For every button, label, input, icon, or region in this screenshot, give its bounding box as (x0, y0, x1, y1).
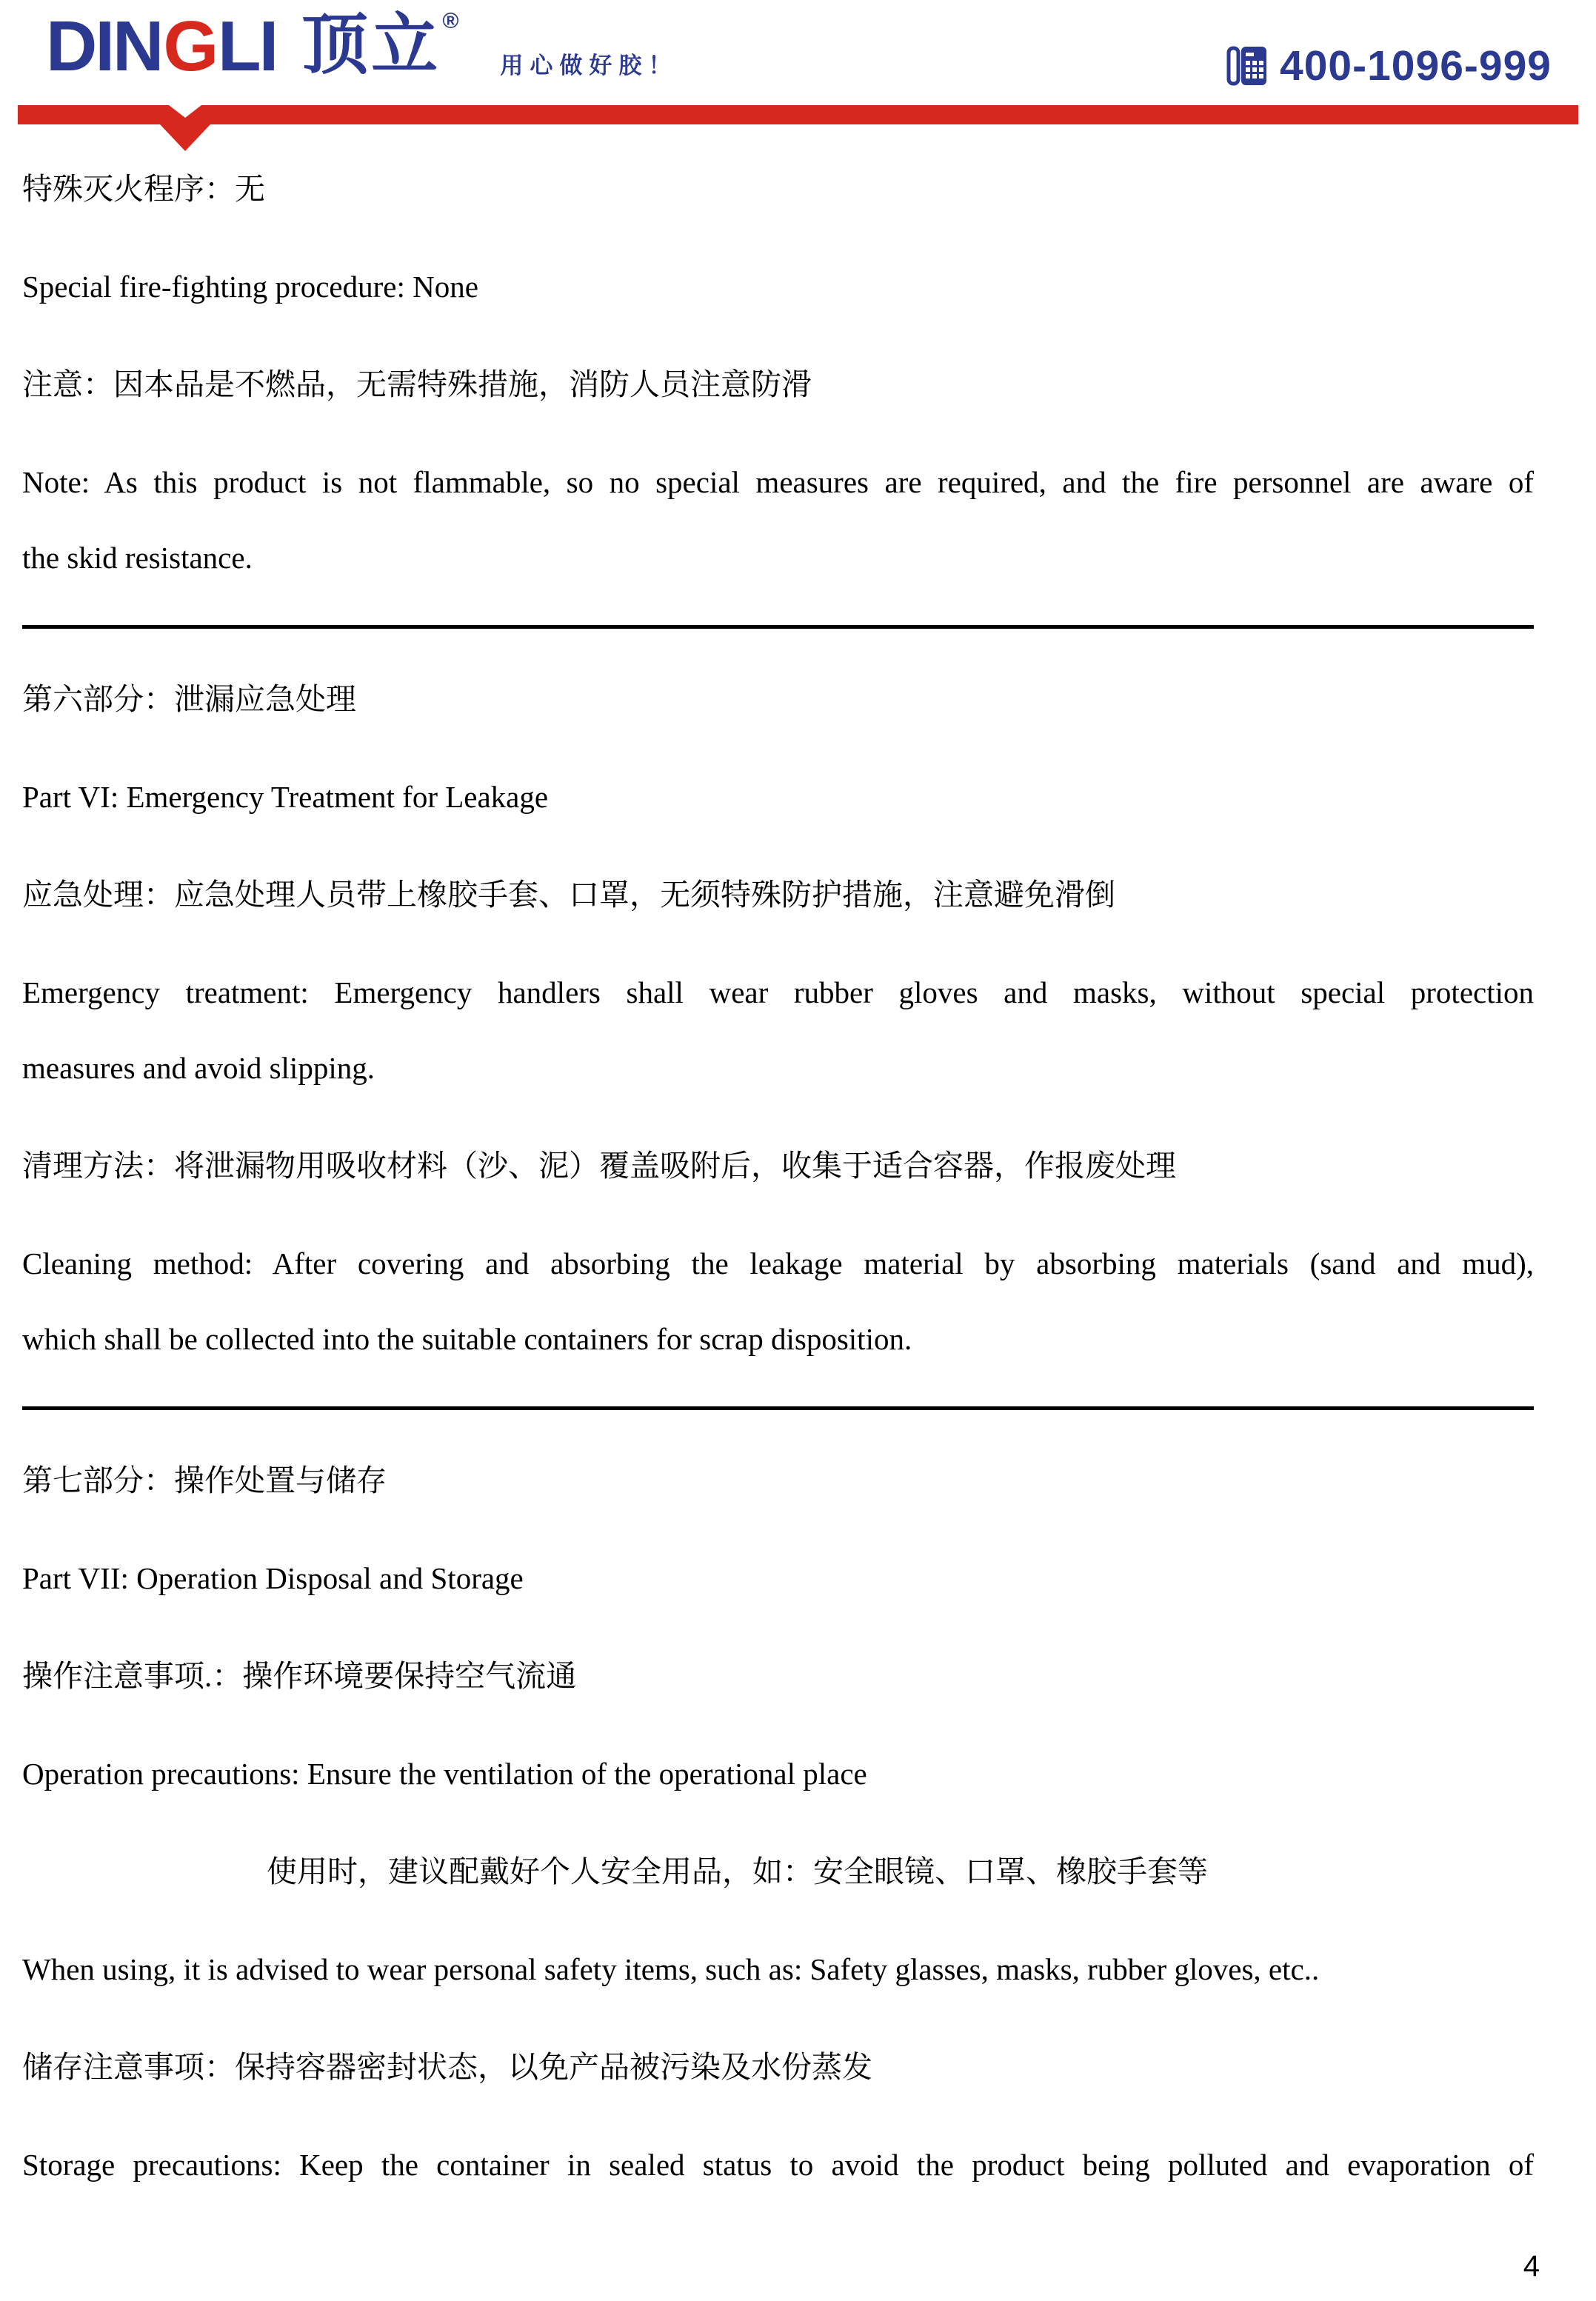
logo-text-li: LI (218, 7, 277, 86)
page-number: 4 (1523, 2250, 1540, 2282)
hotline (1226, 43, 1552, 89)
section-divider (22, 1406, 1534, 1410)
brand-tagline: 用心做好胶！ (500, 52, 678, 79)
registered-trademark-icon: ® (442, 9, 459, 33)
part6-heading-en: Part VI: Emergency Treatment for Leakage (22, 780, 549, 814)
brand-ribbon-bar (18, 105, 1578, 124)
logo-text-din: DIN (46, 7, 162, 86)
emergency-treatment-en-line1: Emergency treatment: Emergency handlers shall wear rubber gloves and masks, without special protection (22, 975, 1534, 1009)
ribbon-fold-notch (160, 124, 210, 151)
cleaning-method-en-line1: Cleaning method: After covering and absorbing the leakage material by absorbing materials (sand and mud), (22, 1246, 1534, 1280)
special-fire-procedure-zh: 特殊灭火程序：无 (22, 172, 265, 206)
operation-precautions-en: Operation precautions: Ensure the ventilation of the operational place (22, 1757, 867, 1791)
operation-precautions-zh: 操作注意事项.：操作环境要保持空气流通 (22, 1659, 577, 1693)
logo-g-swirl-arrow: G (163, 7, 216, 86)
storage-precautions-en: Storage precautions: Keep the container in sealed status to avoid the product being polluted and evaporation of (22, 2148, 1534, 2182)
page-header (0, 0, 1596, 101)
logo-text-chinese: 顶立 (301, 8, 441, 82)
hotline-number: 400-1096-999 (1280, 41, 1552, 90)
cleaning-method-en-line2: which shall be collected into the suitable containers for scrap disposition. (22, 1322, 912, 1356)
cleaning-method-zh: 清理方法：将泄漏物用吸收材料（沙、泥）覆盖吸附后，收集于适合容器，作报废处理 (22, 1149, 1176, 1183)
special-fire-procedure-en: Special fire-fighting procedure: None (22, 270, 478, 304)
fire-note-en-line2: the skid resistance. (22, 541, 253, 575)
fire-note-en-line1: Note: As this product is not flammable, so no special measures are required, and the fire personnel are aware of (22, 465, 1534, 499)
emergency-treatment-zh: 应急处理：应急处理人员带上橡胶手套、口罩，无须特殊防护措施，注意避免滑倒 (22, 878, 1115, 912)
personal-safety-zh: 使用时，建议配戴好个人安全用品，如：安全眼镜、口罩、橡胶手套等 (267, 1854, 1208, 1888)
ribbon-notch-cut (169, 105, 201, 118)
fax-phone-icon (1226, 43, 1268, 89)
personal-safety-en: When using, it is advised to wear personal safety items, such as: Safety glasses, masks, rubber gloves, etc.. (22, 1952, 1320, 1986)
document-body (0, 124, 1596, 2203)
storage-precautions-zh: 储存注意事项：保持容器密封状态，以免产品被污染及水份蒸发 (22, 2050, 872, 2084)
section-divider (22, 625, 1534, 629)
part7-heading-zh: 第七部分：操作处置与储存 (22, 1463, 387, 1497)
part6-heading-zh: 第六部分：泄漏应急处理 (22, 682, 356, 716)
part7-heading-en: Part VII: Operation Disposal and Storage (22, 1561, 524, 1595)
dingli-logo (46, 7, 678, 86)
fire-note-zh: 注意：因本品是不燃品，无需特殊措施，消防人员注意防滑 (22, 367, 812, 401)
emergency-treatment-en-line2: measures and avoid slipping. (22, 1051, 375, 1085)
